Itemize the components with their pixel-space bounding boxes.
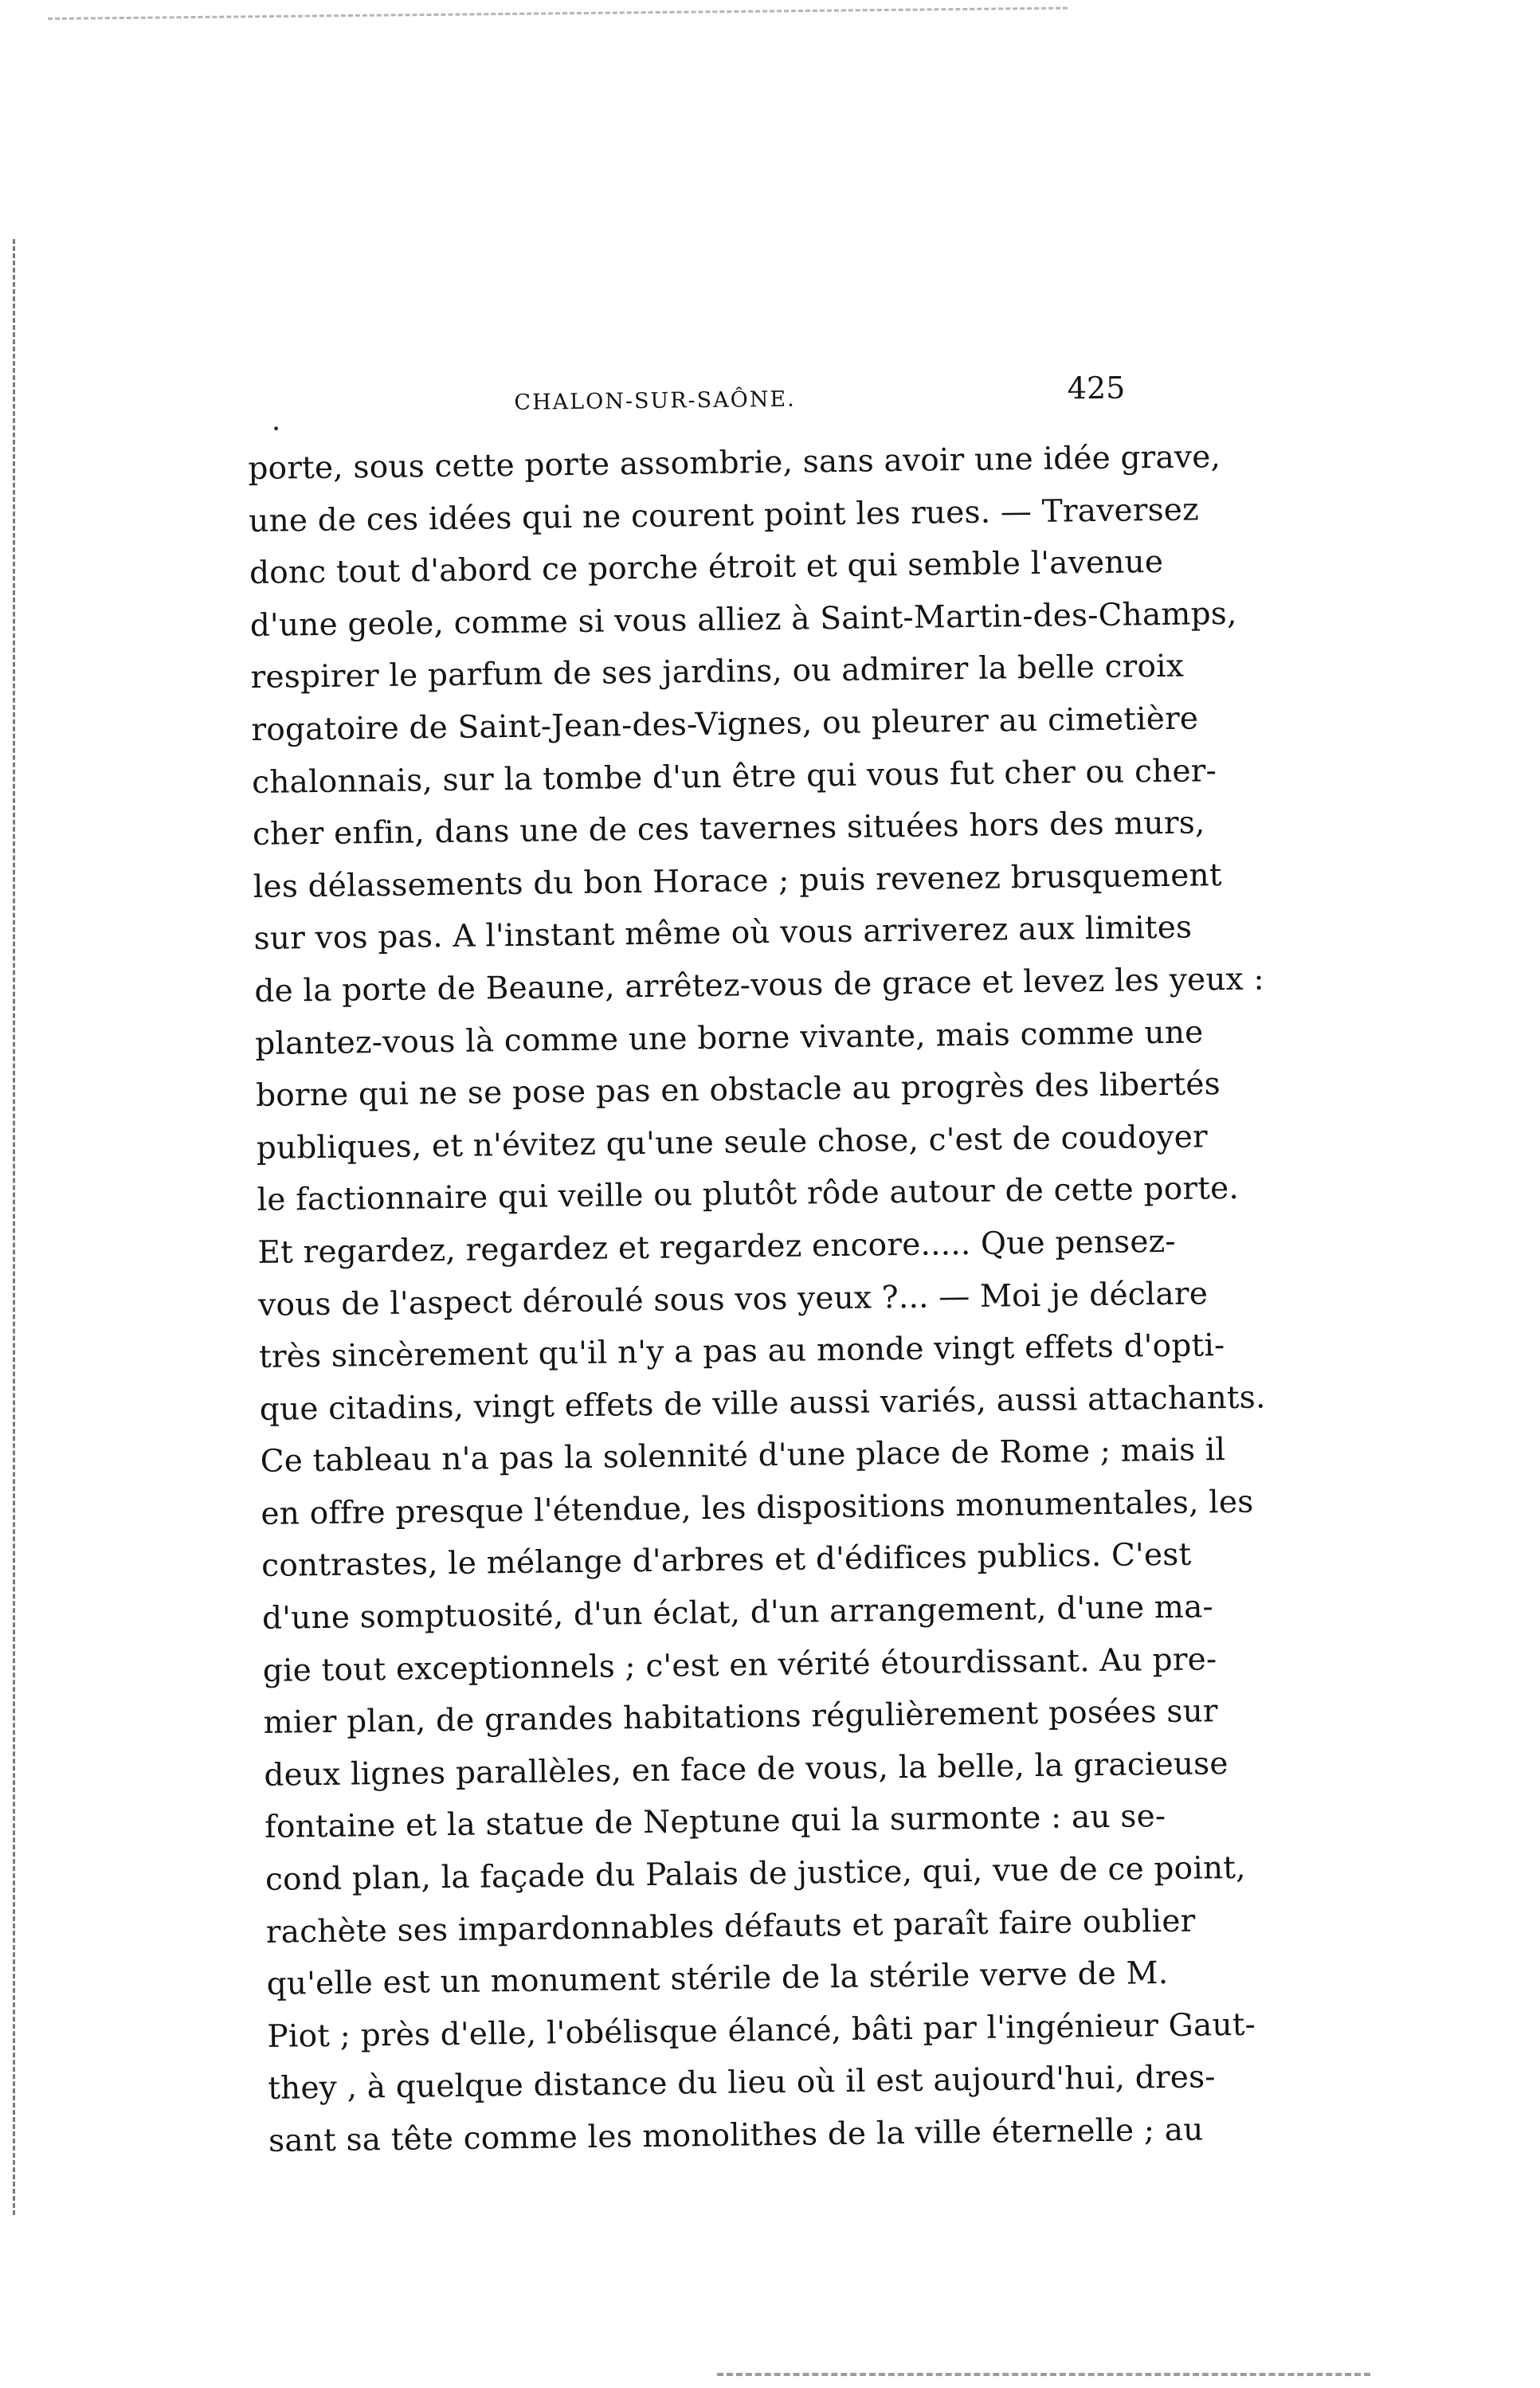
text-line: cher enfin, dans une de ces tavernes situées hors des murs, (252, 805, 1205, 853)
text-line: cond plan, la façade du Palais de justice, qui, vue de ce point, (265, 1849, 1247, 1898)
text-line: sur vos pas. A l'instant même où vous arriverez aux limites (253, 909, 1193, 958)
text-line: les délassements du bon Horace ; puis revenez brusquement (253, 857, 1222, 905)
book-page (247, 363, 1266, 2167)
text-line: une de ces idées qui ne courent point les rues. — Traversez (248, 492, 1200, 539)
text-line: Piot ; près d'elle, l'obélisque élancé, bâti par l'ingénieur Gaut- (267, 2006, 1256, 2055)
text-line: rachète ses impardonnables défauts et paraît faire oublier (265, 1903, 1196, 1951)
text-line: donc tout d'abord ce porche étroit et qui semble l'avenue (249, 544, 1164, 592)
text-line: très sincèrement qu'il n'y a pas au monde vingt effets d'opti- (258, 1327, 1225, 1375)
running-head (247, 363, 1148, 438)
text-line: mier plan, de grandes habitations régulièrement posées sur (263, 1693, 1219, 1742)
text-line: borne qui ne se pose pas en obstacle au progrès des libertés (255, 1066, 1221, 1115)
text-line: rogatoire de Saint-Jean-des-Vignes, ou pleurer au cimetière (251, 700, 1199, 748)
text-line: que citadins, vingt effets de ville aussi variés, aussi attachants. (259, 1379, 1266, 1428)
text-line: d'une somptuosité, d'un éclat, d'un arrangement, d'une ma- (261, 1589, 1214, 1637)
text-line: qu'elle est un monument stérile de la stérile verve de M. (266, 1955, 1169, 2003)
text-line: gie tout exceptionnels ; c'est en vérité étourdissant. Au pre- (262, 1641, 1217, 1689)
text-line: vous de l'aspect déroulé sous vos yeux ?... — Moi je déclare (257, 1275, 1209, 1323)
text-line: porte, sous cette porte assombrie, sans avoir une idée grave, (248, 439, 1221, 487)
body-text (248, 432, 1266, 2167)
scan-margin-line-left (13, 239, 15, 2215)
text-line: publiques, et n'évitez qu'une seule chose, c'est de coudoyer (256, 1119, 1209, 1167)
text-line: they , à quelque distance du lieu où il est aujourd'hui, dres- (268, 2059, 1216, 2108)
text-line: Ce tableau n'a pas la solennité d'une place de Rome ; mais il (260, 1432, 1226, 1480)
text-line: de la porte de Beaune, arrêtez-vous de grace et levez les yeux : (254, 961, 1265, 1010)
text-line: le factionnaire qui veille ou plutôt rôde autour de cette porte. (257, 1170, 1240, 1219)
scan-edge-dashes-top (48, 7, 1068, 52)
text-line: chalonnais, sur la tombe d'un être qui vous fut cher ou cher- (251, 752, 1217, 801)
text-line: d'une geole, comme si vous alliez à Saint-Martin-des-Champs, (249, 595, 1237, 644)
text-line: fontaine et la statue de Neptune qui la surmonte : au se- (265, 1798, 1166, 1846)
running-head-title: CHALON-SUR-SAÔNE. (514, 386, 796, 415)
text-line: Et regardez, regardez et regardez encore..... Que pensez- (257, 1223, 1177, 1271)
text-line: respirer le parfum de ses jardins, ou admirer la belle croix (250, 649, 1185, 696)
text-line: plantez-vous là comme une borne vivante, mais comme une (254, 1014, 1204, 1062)
text-line: deux lignes parallèles, en face de vous, la belle, la gracieuse (264, 1745, 1228, 1794)
scan-edge-dashes-bottom (717, 2373, 1370, 2376)
running-head-dot: . (271, 404, 281, 437)
text-line: en offre presque l'étendue, les dispositions monumentales, les (261, 1484, 1254, 1532)
page-number: 425 (1067, 370, 1126, 406)
text-line: sant sa tête comme les monolithes de la ville éternelle ; au (268, 2112, 1204, 2159)
text-line: contrastes, le mélange d'arbres et d'édifices publics. C'est (261, 1537, 1192, 1585)
